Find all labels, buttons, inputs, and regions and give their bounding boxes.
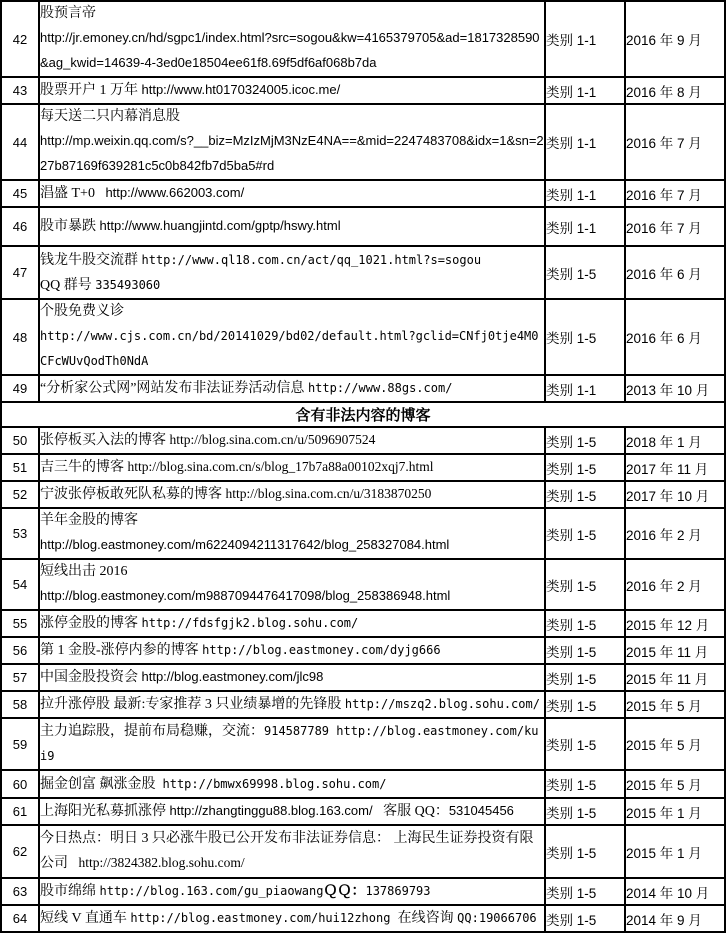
category-cell: 类别 1-5 <box>545 770 625 798</box>
description-text: 宁波张停板敢死队私募的博客 <box>40 487 226 502</box>
url-text: http://blog.sina.com.cn/u/3183870250 <box>225 486 432 501</box>
description-text: 短线出击 2016 <box>40 564 128 579</box>
category-cell: 类别 1-5 <box>545 637 625 664</box>
category-cell: 类别 1-5 <box>545 246 625 299</box>
row-description <box>39 637 545 664</box>
category-cell: 类别 1-1 <box>545 375 625 402</box>
description-line <box>40 692 544 717</box>
date-cell: 2015 年 5 月 <box>625 718 725 770</box>
row-number: 64 <box>1 905 39 932</box>
row-description <box>39 104 545 180</box>
category-cell: 类别 1-1 <box>545 207 625 246</box>
description-line <box>40 455 544 480</box>
row-description <box>39 207 545 246</box>
row-description <box>39 481 545 508</box>
row-number: 58 <box>1 691 39 718</box>
date-cell: 2016 年 9 月 <box>625 1 725 77</box>
description-line <box>40 560 544 584</box>
table-row <box>1 1 725 77</box>
description-line <box>40 78 544 103</box>
category-cell: 类别 1-5 <box>545 610 625 637</box>
row-description <box>39 77 545 104</box>
url-text: 531045456 <box>448 803 514 818</box>
row-description <box>39 825 545 878</box>
category-cell: 类别 1-5 <box>545 454 625 481</box>
description-line <box>40 611 544 636</box>
category-cell: 类别 1-1 <box>545 1 625 77</box>
category-cell: 类别 1-5 <box>545 427 625 454</box>
url-text: 914587789 http://blog.eastmoney.com/kui9 <box>40 724 539 763</box>
row-number: 61 <box>1 798 39 825</box>
date-cell: 2017 年 11 月 <box>625 454 725 481</box>
table-row <box>1 104 725 180</box>
description-text: 主力追踪股，提前布局稳赚，交流： <box>40 724 264 739</box>
table-row <box>1 691 725 718</box>
url-text: http://blog.eastmoney.com/m6224094211317642/blog_258327084.html <box>40 537 450 552</box>
date-cell: 2015 年 1 月 <box>625 798 725 825</box>
description-text: 中国金股投资会 <box>40 670 142 685</box>
date-cell: 2016 年 6 月 <box>625 299 725 375</box>
description-line <box>40 273 544 298</box>
description-line <box>40 799 544 824</box>
date-cell: 2015 年 5 月 <box>625 691 725 718</box>
table-row <box>1 180 725 207</box>
row-description <box>39 299 545 375</box>
date-cell: 2016 年 2 月 <box>625 508 725 559</box>
category-cell: 类别 1-1 <box>545 180 625 207</box>
row-description <box>39 610 545 637</box>
description-text: 钱龙牛股交流群 <box>40 252 142 268</box>
row-number: 45 <box>1 180 39 207</box>
date-cell: 2016 年 2 月 <box>625 559 725 610</box>
row-description <box>39 427 545 454</box>
category-cell: 类别 1-5 <box>545 691 625 718</box>
category-cell: 类别 1-5 <box>545 905 625 932</box>
description-text: 短线 V 直通车 <box>40 911 131 926</box>
row-number: 46 <box>1 207 39 246</box>
row-description <box>39 718 545 770</box>
url-text: http://bmwx69998.blog.sohu.com/ <box>162 776 387 791</box>
description-text: 张停板买入法的博客 <box>40 433 170 448</box>
description-line <box>40 129 544 179</box>
date-cell: 2017 年 10 月 <box>625 481 725 508</box>
table-row <box>1 664 725 691</box>
row-number: 50 <box>1 427 39 454</box>
section-header: 含有非法内容的博客 <box>1 402 725 427</box>
row-number: 56 <box>1 637 39 664</box>
table-row <box>1 770 725 798</box>
date-cell: 2016 年 7 月 <box>625 104 725 180</box>
date-cell: 2015 年 12 月 <box>625 610 725 637</box>
description-line <box>40 428 544 453</box>
category-cell: 类别 1-5 <box>545 798 625 825</box>
url-text: http://www.huangjintd.com/gptp/hswy.html <box>99 218 341 233</box>
category-cell: 类别 1-5 <box>545 481 625 508</box>
description-line <box>40 482 544 507</box>
description-text: QQ 群号 <box>40 277 96 293</box>
row-number: 63 <box>1 878 39 905</box>
row-number: 42 <box>1 1 39 77</box>
description-text: 今日热点：明日 3 只必涨牛股已公开发布非法证券信息： 上海民生证券投资有限公司 <box>40 831 534 871</box>
description-line <box>40 214 544 239</box>
description-line <box>40 105 544 129</box>
url-text: 137869793 <box>365 884 431 898</box>
row-number: 62 <box>1 825 39 878</box>
category-cell: 类别 1-5 <box>545 825 625 878</box>
row-number: 43 <box>1 77 39 104</box>
row-description <box>39 878 545 905</box>
url-text: http://blog.eastmoney.com/hui12zhong <box>130 911 398 925</box>
description-text: 羊年金股的博客 <box>40 513 138 528</box>
table-body <box>1 1 725 932</box>
url-text: QQ:19066706 <box>457 911 537 925</box>
date-cell: 2015 年 11 月 <box>625 637 725 664</box>
url-text: http://mp.weixin.qq.com/s?__biz=MzIzMjM3NzE4NA==&mid=2247483708&idx=1&sn=227b87169f639281c5c0b842fb7d5ba5#rd <box>40 133 544 173</box>
description-text: “分析家公式网”网站发布非法证券活动信息 <box>40 381 308 396</box>
url-text: http://jr.emoney.cn/hd/sgpc1/index.html?src=sogou&kw=4165379705&ad=1817328590&ag_kwid=14639-4-3ed0e18504ee61f8.69f5df6af068b7da <box>40 30 540 70</box>
description-line <box>40 772 544 797</box>
date-cell: 2015 年 5 月 <box>625 770 725 798</box>
category-cell: 类别 1-5 <box>545 508 625 559</box>
row-number: 59 <box>1 718 39 770</box>
description-line <box>40 300 544 324</box>
row-number: 48 <box>1 299 39 375</box>
table-row <box>1 77 725 104</box>
description-text: 股票开户 1 万年 <box>40 83 142 98</box>
row-description <box>39 905 545 932</box>
description-text: 股预言帝 <box>40 6 96 21</box>
description-line <box>40 827 544 876</box>
table-row <box>1 905 725 932</box>
table-row <box>1 246 725 299</box>
date-cell: 2016 年 7 月 <box>625 180 725 207</box>
category-cell: 类别 1-5 <box>545 878 625 905</box>
description-line <box>40 533 544 558</box>
url-text: http://www.88gs.com/ <box>307 381 453 395</box>
table-row <box>1 637 725 664</box>
url-text: http://zhangtinggu88.blog.163.com/ <box>169 803 373 818</box>
url-text: http://blog.eastmoney.com/m9887094476417098/blog_258386948.html <box>40 588 451 603</box>
date-cell: 2014 年 9 月 <box>625 905 725 932</box>
table-row <box>1 825 725 878</box>
description-line <box>40 509 544 533</box>
description-text: 个股免费义诊 <box>40 304 124 319</box>
category-cell: 类别 1-5 <box>545 559 625 610</box>
date-cell: 2016 年 7 月 <box>625 207 725 246</box>
url-text: http://blog.163.com/gu_piaowang <box>99 884 324 898</box>
row-description <box>39 454 545 481</box>
table-row <box>1 207 725 246</box>
description-text: 在线咨询 <box>397 911 458 926</box>
category-cell: 类别 1-5 <box>545 664 625 691</box>
description-text: 拉升涨停股 最新:专家推荐 3 只业绩暴增的先锋股 <box>40 697 345 712</box>
row-description <box>39 770 545 798</box>
description-text: 第 1 金股-涨停内参的博客 <box>40 643 203 658</box>
table-row <box>1 481 725 508</box>
table-row <box>1 610 725 637</box>
url-text: http://www.662003.com/ <box>105 185 245 200</box>
url-text: http://www.cjs.com.cn/bd/20141029/bd02/default.html?gclid=CNfj0tje4M0CFcWUvQodTh0NdA <box>40 329 539 368</box>
url-text: http://blog.eastmoney.com/dyjg666 <box>202 643 441 657</box>
row-description <box>39 180 545 207</box>
category-cell: 类别 1-5 <box>545 718 625 770</box>
row-description <box>39 691 545 718</box>
description-line <box>40 665 544 690</box>
description-text: 上海阳光私募抓涨停 <box>40 804 170 819</box>
date-cell: 2015 年 11 月 <box>625 664 725 691</box>
row-description <box>39 798 545 825</box>
row-number: 57 <box>1 664 39 691</box>
description-text: 涨停金股的博客 <box>40 616 142 631</box>
description-line <box>40 879 544 904</box>
description-line <box>40 584 544 609</box>
description-line <box>40 906 544 931</box>
description-text: 掘金创富 飙涨金股 <box>40 776 163 792</box>
date-cell: 2018 年 1 月 <box>625 427 725 454</box>
description-text: 淐盛 T+0 <box>40 186 106 201</box>
url-text: http://3824382.blog.sohu.com/ <box>78 855 245 870</box>
date-cell: 2014 年 10 月 <box>625 878 725 905</box>
description-line <box>40 719 544 769</box>
row-number: 47 <box>1 246 39 299</box>
row-number: 52 <box>1 481 39 508</box>
description-text: 吉三牛的博客 <box>40 460 128 475</box>
table-row <box>1 559 725 610</box>
table-row <box>1 427 725 454</box>
category-cell: 类别 1-5 <box>545 299 625 375</box>
row-number: 53 <box>1 508 39 559</box>
category-cell: 类别 1-1 <box>545 104 625 180</box>
table-row <box>1 375 725 402</box>
description-text: 股市绵绵 <box>40 884 100 899</box>
date-cell: 2015 年 1 月 <box>625 825 725 878</box>
row-description <box>39 664 545 691</box>
description-line <box>40 248 544 273</box>
description-text: 客服 QQ： <box>372 804 449 819</box>
table-row <box>1 454 725 481</box>
table-row <box>1 798 725 825</box>
date-cell: 2016 年 6 月 <box>625 246 725 299</box>
row-description <box>39 246 545 299</box>
row-description <box>39 508 545 559</box>
url-text: http://blog.sina.com.cn/s/blog_17b7a88a00102xqj7.html <box>127 459 434 474</box>
row-description <box>39 375 545 402</box>
row-number: 55 <box>1 610 39 637</box>
row-number: 44 <box>1 104 39 180</box>
description-line <box>40 324 544 374</box>
row-description <box>39 559 545 610</box>
date-cell: 2013 年 10 月 <box>625 375 725 402</box>
row-number: 49 <box>1 375 39 402</box>
category-cell: 类别 1-1 <box>545 77 625 104</box>
description-line <box>40 638 544 663</box>
description-line <box>40 2 544 26</box>
description-line <box>40 26 544 76</box>
url-text: http://www.ht0170324005.icoc.me/ <box>141 82 341 97</box>
row-number: 60 <box>1 770 39 798</box>
url-text: http://blog.sina.com.cn/u/5096907524 <box>169 432 376 447</box>
url-text: http://blog.eastmoney.com/jlc98 <box>141 669 324 684</box>
row-number: 54 <box>1 559 39 610</box>
table-row <box>1 878 725 905</box>
description-line <box>40 376 544 401</box>
url-text: http://mszq2.blog.sohu.com/ <box>344 697 540 711</box>
section-header-row <box>1 402 725 427</box>
row-description <box>39 1 545 77</box>
url-text: http://www.ql18.com.cn/act/qq_1021.html?s=sogou <box>141 252 482 267</box>
description-line <box>40 181 544 206</box>
description-text: ＱＱ： <box>323 884 366 899</box>
date-cell: 2016 年 8 月 <box>625 77 725 104</box>
url-text: 335493060 <box>95 277 161 292</box>
table-row <box>1 508 725 559</box>
table-row <box>1 718 725 770</box>
description-text: 每天送二只内幕消息股 <box>40 109 180 124</box>
table-row <box>1 299 725 375</box>
description-text: 股市暴跌 <box>40 219 100 234</box>
url-text: http://fdsfgjk2.blog.sohu.com/ <box>141 616 359 630</box>
row-number: 51 <box>1 454 39 481</box>
